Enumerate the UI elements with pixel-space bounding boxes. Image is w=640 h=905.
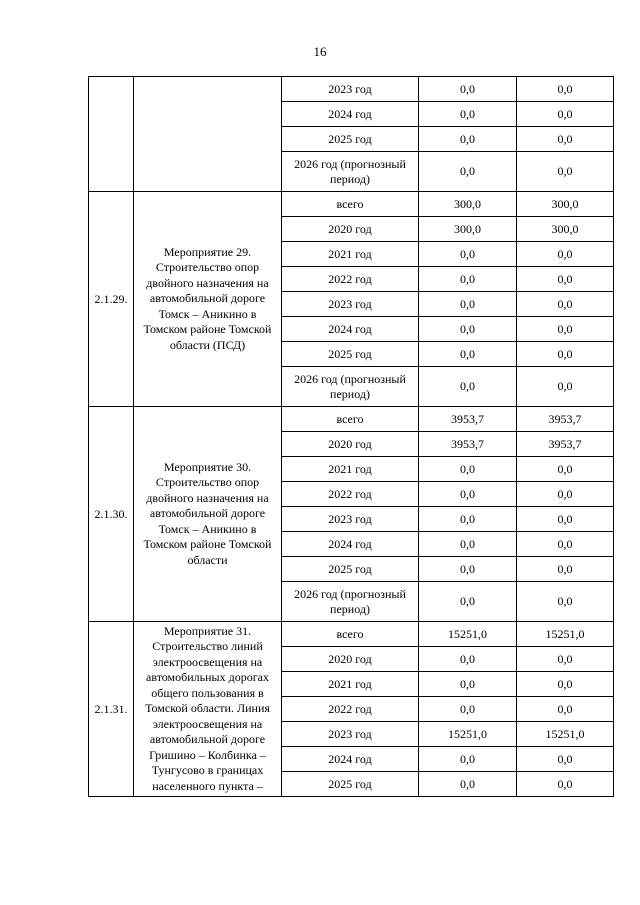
value-budget-cell: 3953,7 [517,407,614,432]
period-cell: 2025 год [282,772,419,797]
measure-code: 2.1.30. [89,407,134,622]
value-budget-cell: 0,0 [517,342,614,367]
value-total-cell: 0,0 [419,457,517,482]
value-total-cell: 0,0 [419,557,517,582]
period-cell: всего [282,192,419,217]
value-total-cell: 0,0 [419,152,517,192]
value-total-cell: 0,0 [419,267,517,292]
period-cell: 2025 год [282,557,419,582]
value-total-cell: 0,0 [419,342,517,367]
value-total-cell: 15251,0 [419,622,517,647]
value-total-cell: 0,0 [419,647,517,672]
period-cell: 2023 год [282,722,419,747]
period-cell: 2024 год [282,102,419,127]
value-total-cell: 0,0 [419,317,517,342]
value-total-cell: 0,0 [419,102,517,127]
table-row [89,192,614,217]
financing-table-body [89,77,614,797]
period-cell: 2020 год [282,217,419,242]
table-row [89,77,614,102]
measure-description: Мероприятие 30. Строительство опор двойного назначения на автомобильной дороге Томск – Аникино в Томском районе Томской области [134,407,282,622]
measure-description: Мероприятие 29. Строительство опор двойного назначения на автомобильной дороге Томск – Аникино в Томском районе Томской области (ПСД) [134,192,282,407]
period-cell: 2022 год [282,482,419,507]
value-budget-cell: 0,0 [517,647,614,672]
value-budget-cell: 0,0 [517,747,614,772]
period-cell: 2024 год [282,532,419,557]
period-cell: всего [282,622,419,647]
financing-table [88,76,614,797]
value-budget-cell: 0,0 [517,77,614,102]
value-budget-cell: 0,0 [517,267,614,292]
value-budget-cell: 0,0 [517,482,614,507]
value-total-cell: 0,0 [419,292,517,317]
period-cell: 2021 год [282,457,419,482]
value-total-cell: 0,0 [419,697,517,722]
value-budget-cell: 0,0 [517,317,614,342]
value-budget-cell: 0,0 [517,507,614,532]
value-total-cell: 300,0 [419,192,517,217]
period-cell: 2020 год [282,647,419,672]
value-budget-cell: 300,0 [517,217,614,242]
value-budget-cell: 0,0 [517,152,614,192]
value-budget-cell: 0,0 [517,242,614,267]
period-cell: 2026 год (прогнозный период) [282,367,419,407]
measure-description: Мероприятие 31. Строительство линий электроосвещения на автомобильных дорогах общего пользования в Томской области. Линия электроосвещения на автомобильной дороге Гришино – Колбинка – Тунгусово в границах населенного пункта – [134,622,282,797]
value-total-cell: 0,0 [419,532,517,557]
value-budget-cell: 0,0 [517,772,614,797]
period-cell: 2020 год [282,432,419,457]
value-budget-cell: 15251,0 [517,622,614,647]
value-budget-cell: 0,0 [517,557,614,582]
value-budget-cell: 3953,7 [517,432,614,457]
measure-code: 2.1.31. [89,622,134,797]
period-cell: 2025 год [282,342,419,367]
value-total-cell: 300,0 [419,217,517,242]
value-budget-cell: 15251,0 [517,722,614,747]
value-budget-cell: 0,0 [517,582,614,622]
value-total-cell: 0,0 [419,77,517,102]
value-total-cell: 0,0 [419,772,517,797]
period-cell: 2022 год [282,697,419,722]
value-total-cell: 15251,0 [419,722,517,747]
value-total-cell: 3953,7 [419,407,517,432]
value-total-cell: 0,0 [419,127,517,152]
value-budget-cell: 0,0 [517,127,614,152]
value-budget-cell: 0,0 [517,102,614,127]
period-cell: 2021 год [282,242,419,267]
period-cell: 2023 год [282,77,419,102]
period-cell: 2024 год [282,317,419,342]
value-total-cell: 0,0 [419,242,517,267]
period-cell: 2026 год (прогнозный период) [282,152,419,192]
value-budget-cell: 0,0 [517,292,614,317]
value-budget-cell: 0,0 [517,457,614,482]
period-cell: 2023 год [282,507,419,532]
period-cell: 2024 год [282,747,419,772]
value-budget-cell: 0,0 [517,672,614,697]
period-cell: всего [282,407,419,432]
page-number: 16 [313,44,327,59]
value-total-cell: 0,0 [419,482,517,507]
period-cell: 2021 год [282,672,419,697]
value-budget-cell: 300,0 [517,192,614,217]
value-total-cell: 0,0 [419,672,517,697]
value-total-cell: 0,0 [419,747,517,772]
table-row [89,622,614,647]
value-total-cell: 0,0 [419,507,517,532]
value-total-cell: 0,0 [419,582,517,622]
period-cell: 2023 год [282,292,419,317]
value-budget-cell: 0,0 [517,532,614,557]
measure-code [89,77,134,192]
measure-code: 2.1.29. [89,192,134,407]
value-budget-cell: 0,0 [517,367,614,407]
table-row [89,407,614,432]
period-cell: 2025 год [282,127,419,152]
period-cell: 2022 год [282,267,419,292]
value-total-cell: 3953,7 [419,432,517,457]
value-budget-cell: 0,0 [517,697,614,722]
measure-description [134,77,282,192]
value-total-cell: 0,0 [419,367,517,407]
period-cell: 2026 год (прогнозный период) [282,582,419,622]
